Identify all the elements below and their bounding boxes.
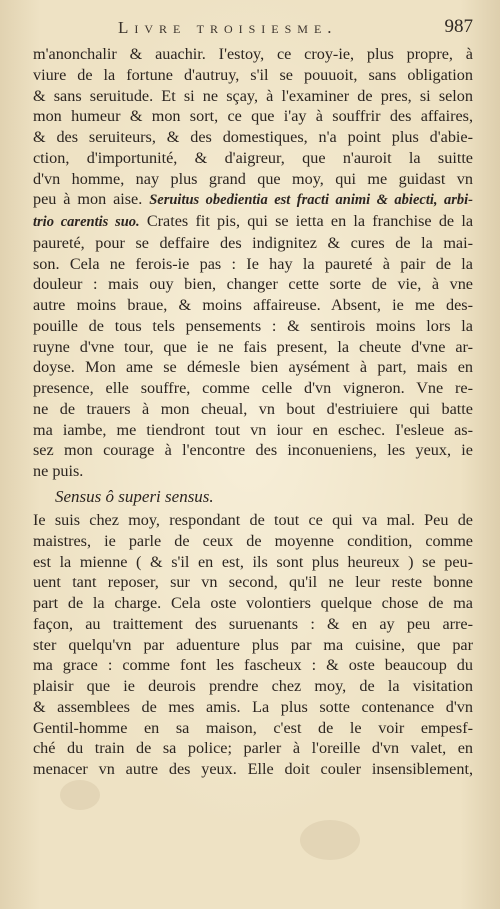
running-head: Livre troisiesme. xyxy=(118,18,338,37)
text-line: est la mienne ( & s'il en est, ils sont plus heureux ) se peu- xyxy=(33,552,473,571)
text-line: sez mon courage à l'encontre des inconueniens, les yeux, ie xyxy=(33,441,473,460)
text-line: ma iambe, me tiendront tout vn iour en eschec. I'esleue as- xyxy=(33,420,473,439)
text-line: m'anonchalir & auachir. I'estoy, ce croy-ie, plus propre, à xyxy=(33,45,473,63)
text-line: autre moins braue, & moins affaireuse. Absent, ie me des- xyxy=(33,296,473,314)
latin-quote: trio carentis suo. xyxy=(33,214,140,230)
text-line: menacer vn autre des yeux. Elle doit couler insensiblement, xyxy=(33,760,473,778)
page-header xyxy=(118,18,473,44)
latin-quote: Seruitus obedientia est fracti animi & abiecti, arbi- xyxy=(149,192,473,209)
text-line: presence, elle souffre, comme celle d'vn vigneron. Vne re- xyxy=(33,379,473,397)
text-line: part de la charge. Cela oste volontiers quelque chose de ma xyxy=(33,594,473,612)
text-line: pouille de tous tels pensements : & sentirois moins lors la xyxy=(33,316,473,335)
text-line: façon, au traittement des suruenants : & en ay peu arre- xyxy=(33,614,473,633)
text-line: ma grace : comme font les fascheux : & oste beaucoup du xyxy=(33,656,473,675)
text-line: maistres, ie parle de ceux de moyenne condition, comme xyxy=(33,531,473,550)
text-line: uent tant reposer, sur vn second, qu'il ne leur reste bonne xyxy=(33,573,473,592)
paragraph-1 xyxy=(33,44,473,482)
text-line: & des seruiteurs, & des domestiques, n'a point plus d'abie- xyxy=(33,128,473,146)
text-line: ruyne d'vne tour, que ie ne fais present, la cheute d'vne ar- xyxy=(33,337,473,356)
text-line xyxy=(33,189,473,211)
text-line: d'vn homme, nay plus grand que moy, qui me guidast vn xyxy=(33,169,473,188)
text-line xyxy=(33,211,473,233)
paper-stain xyxy=(300,820,360,860)
paragraph-2 xyxy=(33,510,473,780)
text-segment: Crates fit pis, qui se ietta en la franchise de la xyxy=(139,212,473,230)
text-line: ne de trauers à mon cheual, vn bout d'estriuiere qui batte xyxy=(33,399,473,418)
text-line: ster quelqu'vn par aduenture plus par ma cuisine, que par xyxy=(33,635,473,654)
text-line: & sans seruitude. Et si ne sçay, à l'examiner de pres, si selon xyxy=(33,86,473,105)
text-line: ché du train de sa police; parler à l'oreille d'vn valet, en xyxy=(33,739,473,758)
latin-verse: Sensus ô superi sensus. xyxy=(55,487,214,506)
paper-stain xyxy=(60,780,100,810)
text-line: ction, d'importunité, & d'aigreur, que n'auroit la suitte xyxy=(33,148,473,167)
text-line: son. Cela ne ferois-ie pas : Ie hay la paureté à pair de la xyxy=(33,254,473,273)
text-line: Gentil-homme en sa maison, c'est de le voir empesf- xyxy=(33,718,473,737)
text-line: paureté, pour se deffaire des indignitez & cures de la mai- xyxy=(33,233,473,252)
text-line: Ie suis chez moy, respondant de tout ce qui va mal. Peu de xyxy=(33,511,473,529)
text-line: ne puis. xyxy=(33,462,84,480)
text-line: plaisir que ie deurois prendre chez moy, de la visitation xyxy=(33,677,473,695)
text-line: mon humeur & mon sort, ce que i'ay à souffrir des affaires, xyxy=(33,107,473,126)
text-segment: peu à mon aise. xyxy=(33,190,150,209)
text-line: & assemblees de mes amis. La plus sotte contenance d'vn xyxy=(33,697,473,716)
text-line: viure de la fortune d'autruy, s'il se pouuoit, sans obligation xyxy=(33,65,473,84)
page-number: 987 xyxy=(444,16,473,37)
text-line: douleur : mais ouy bien, changer cette sorte de vie, à vne xyxy=(33,275,473,294)
text-line: doyse. Mon ame se démesle bien aysément à part, mais en xyxy=(33,358,473,377)
